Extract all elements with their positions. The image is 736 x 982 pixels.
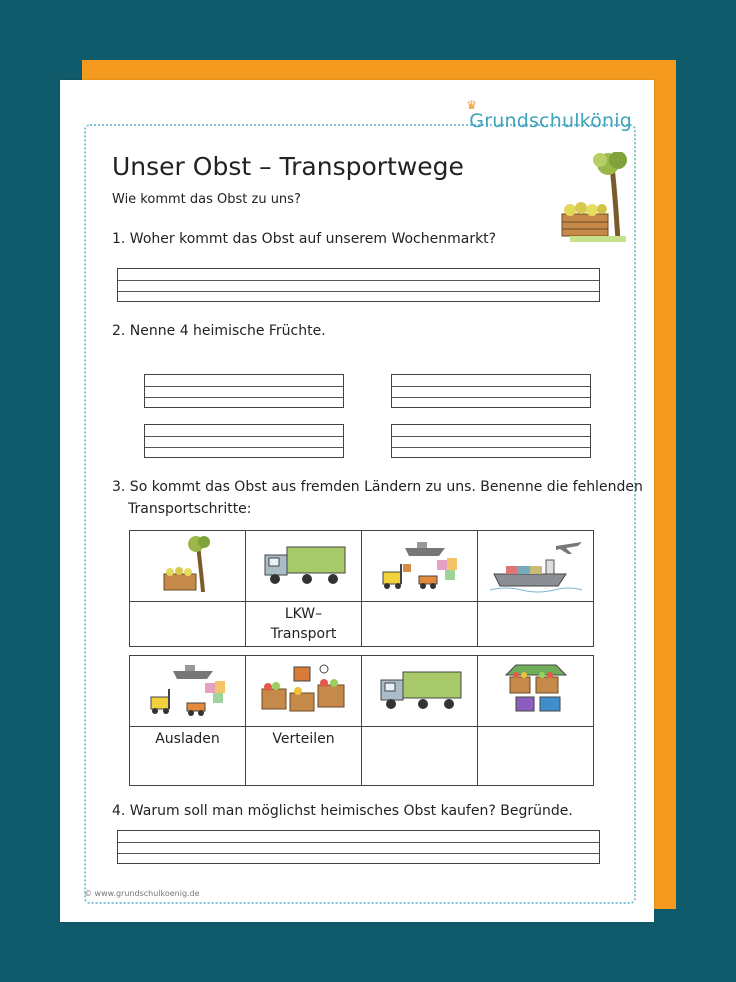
table1-image-cell	[362, 531, 478, 602]
table1-label-cell	[246, 602, 362, 647]
table2-image-cell	[246, 656, 362, 727]
market-stall-icon	[254, 659, 354, 719]
table1-image-cell	[478, 531, 594, 602]
table2-image-cell	[130, 656, 246, 727]
answer-lines-2a[interactable]	[144, 374, 344, 408]
table2-image-cell	[478, 656, 594, 727]
table1-image-cell	[130, 531, 246, 602]
worksheet-page	[60, 80, 654, 922]
table2-label-cell: Ausladen	[130, 727, 246, 786]
copyright-text: © www.grundschulkoenig.de	[84, 889, 200, 898]
answer-lines-2d[interactable]	[391, 424, 591, 458]
answer-lines-4[interactable]	[117, 830, 600, 864]
page-subtitle: Wie kommt das Obst zu uns?	[112, 192, 301, 207]
question-4: 4. Warum soll man möglichst heimisches Obst kaufen? Begründe.	[112, 803, 573, 819]
brand-logo: ♛ Grundschulkönig	[466, 98, 632, 132]
answer-lines-1[interactable]	[117, 268, 600, 302]
lorry-icon	[375, 664, 465, 714]
lkw-label-line2: Transport	[270, 626, 337, 642]
ship-forklift-icon	[375, 534, 465, 594]
ship-forklift-icon	[143, 659, 233, 719]
table1-label-cell[interactable]	[130, 602, 246, 647]
table1-label-cell[interactable]	[478, 602, 594, 647]
lkw-label-line1: LKW–	[284, 606, 323, 622]
table1-image-cell	[246, 531, 362, 602]
lorry-icon	[259, 539, 349, 589]
transport-table-1	[129, 530, 594, 647]
table2-label-cell[interactable]	[478, 727, 594, 786]
answer-lines-2b[interactable]	[391, 374, 591, 408]
table2-label-cell[interactable]	[362, 727, 478, 786]
transport-table-2	[129, 655, 594, 786]
page-title: Unser Obst – Transportwege	[112, 152, 464, 181]
question-3-line2: Transportschritte:	[128, 501, 252, 517]
table2-label-cell: Verteilen	[246, 727, 362, 786]
fruit-tree-crates-icon	[158, 534, 218, 594]
fruit-tree-icon	[560, 152, 630, 247]
answer-lines-2c[interactable]	[144, 424, 344, 458]
question-2: 2. Nenne 4 heimische Früchte.	[112, 323, 326, 339]
table1-label-cell[interactable]	[362, 602, 478, 647]
question-1: 1. Woher kommt das Obst auf unserem Wochenmarkt?	[112, 231, 497, 247]
fruit-market-icon	[496, 659, 576, 719]
table2-image-cell	[362, 656, 478, 727]
crown-icon: ♛	[466, 98, 478, 112]
container-ship-plane-icon	[486, 534, 586, 594]
question-3-line1: 3. So kommt das Obst aus fremden Ländern zu uns. Benenne die fehlenden	[112, 479, 643, 495]
